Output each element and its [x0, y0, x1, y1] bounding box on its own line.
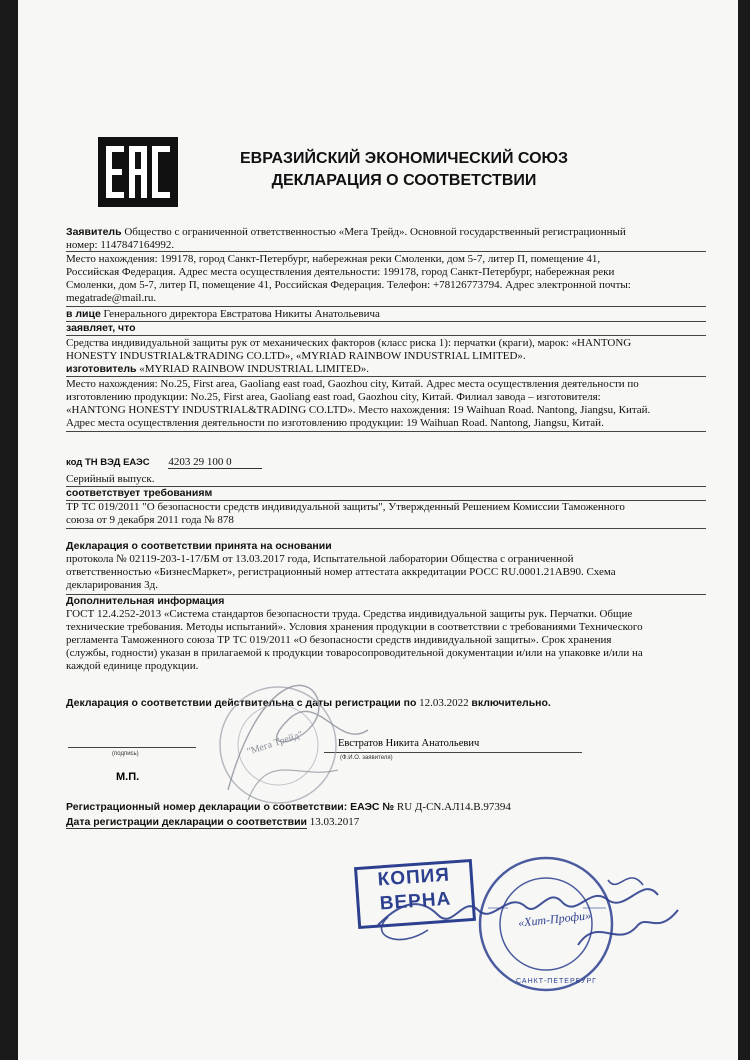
mp-label: М.П.	[116, 771, 140, 783]
validity-label: Декларация о соответствии действительна с даты регистрации по	[66, 697, 417, 709]
applicant-block	[66, 226, 706, 252]
address-line: Место нахождения: 199178, город Санкт-Петербург, набережная реки Смоленки, дом 5-7, литер П, помещение 41,	[66, 253, 601, 265]
rep-label: в лице	[66, 308, 101, 320]
reg-number-value: RU Д-CN.АЛ14.В.97394	[396, 801, 511, 813]
divider	[66, 376, 706, 377]
product-line: HONESTY INDUSTRIAL&TRADING CO.LTD», «MYRIAD RAINBOW INDUSTRIAL LIMITED».	[66, 350, 526, 362]
registration-date-row	[66, 816, 706, 829]
maker-text: «MYRIAD RAINBOW INDUSTRIAL LIMITED».	[139, 363, 370, 375]
handwritten-signature-icon	[358, 855, 698, 965]
round-stamp-bottom: САНКТ-ПЕТЕРБУРГ	[516, 978, 597, 985]
hs-code-value: 4203 29 100 0	[168, 456, 261, 469]
serial-row	[66, 473, 706, 486]
extra-label: Дополнительная информация	[66, 595, 225, 607]
applicant-text: Общество с ограниченной ответственностью «Мега Трейд». Основной государственный регистрационный	[124, 226, 626, 238]
registration-number-row	[66, 801, 706, 814]
conforms-label: соответствует требованиям	[66, 487, 213, 499]
validity-suffix: включительно.	[471, 697, 551, 709]
product-block	[66, 337, 706, 376]
declares-label	[66, 322, 706, 335]
location-line: Место нахождения: No.25, First area, Gaoliang east road, Gaozhou city, Китай. Адрес места осуществления деятельности по	[66, 378, 639, 390]
divider	[66, 335, 706, 336]
name-caption: (Ф.И.О. заявителя)	[340, 755, 393, 761]
signature-caption: (подпись)	[112, 751, 139, 757]
eac-logo	[98, 137, 178, 207]
signature-line	[68, 747, 196, 748]
representative	[66, 308, 706, 321]
hs-code-label: код ТН ВЭД ЕАЭС	[66, 457, 150, 468]
extra-line: каждой единице продукции.	[66, 660, 199, 672]
reg-date-value: 13.03.2017	[309, 816, 360, 828]
declaration-document	[18, 0, 738, 1060]
extra-line: (службы, годности) указан в прилагаемой к продукции товаросопроводительной документации и/или на упаковке и/или на	[66, 647, 643, 659]
extra-line: регламента Таможенного союза ТР ТС 019/2011 «О безопасности средств индивидуальной защиты». Срок хранения	[66, 634, 612, 646]
basis-line: ответственностью «БизнесМаркет», регистрационный номер аттестата аккредитации РОСС RU.0001.21АВ90. Схема	[66, 566, 616, 578]
basis-label: Декларация о соответствии принята на основании	[66, 540, 332, 552]
conforms-line: союза от 9 декабря 2011 года № 878	[66, 514, 234, 526]
basis-block	[66, 540, 706, 592]
maker-label: изготовитель	[66, 363, 137, 375]
serial-text: Серийный выпуск.	[66, 473, 155, 485]
rep-text: Генерального директора Евстратова Никиты Анатольевича	[103, 308, 380, 320]
address-line: Российская Федерация. Адрес места осуществления деятельности: 199178, город Санкт-Петербург, набережная реки	[66, 266, 615, 278]
reg-date-label: Дата регистрации декларации о соответствии	[66, 816, 307, 828]
signer-name: Евстратов Никита Анатольевич	[338, 738, 480, 749]
divider	[66, 251, 706, 252]
stamp-line: КОПИЯ	[377, 864, 451, 891]
hs-code-row	[66, 456, 706, 469]
conforms-line: ТР ТС 019/2011 "О безопасности средств индивидуальной защиты", Утвержденный Решением Комиссии Таможенного	[66, 501, 625, 513]
divider	[66, 528, 706, 529]
declaration-title: ДЕКЛАРАЦИЯ О СООТВЕТСТВИИ	[271, 172, 537, 189]
manufacturer-location	[66, 378, 706, 430]
extra-line: ГОСТ 12.4.252-2013 «Система стандартов безопасности труда. Средства индивидуальной защиты рук. Перчатки. Общие	[66, 608, 633, 620]
reg-number-label: Регистрационный номер декларации о соответствии: ЕАЭС №	[66, 801, 395, 813]
extra-line: технические требования. Методы испытаний». Условия хранения продукции в соответствии с требованиями Технического	[66, 621, 643, 633]
conforms-block	[66, 487, 706, 500]
location-line: изготовлению продукции: No.25, First area, Gaoliang east road, Gaozhou city, Китай. Филиал завода – изготовителя:	[66, 391, 601, 403]
basis-line: протокола № 02119-203-1-17/БМ от 13.03.2017 года, Испытательной лаборатории Общества с ограниченной	[66, 553, 574, 565]
seal-text: "Мега Трейд"	[245, 729, 305, 758]
product-line: Средства индивидуальной защиты рук от механических факторов (класс риска 1): перчатки (краги), марок: «HANTONG	[66, 337, 632, 349]
applicant-ogrn: номер: 1147847164992.	[66, 239, 175, 251]
declares-text: заявляет, что	[66, 322, 136, 334]
applicant-address	[66, 253, 706, 305]
location-line: «HANTONG HONESTY INDUSTRIAL&TRADING CO.LTD». Место нахождения: 19 Waihuan Road. Nantong, Jiangsu, Китай.	[66, 404, 651, 416]
round-stamp-center: «Хит-Профи»	[517, 908, 592, 930]
document-header	[214, 148, 594, 192]
divider	[66, 306, 706, 307]
applicant-label: Заявитель	[66, 226, 122, 238]
validity-date: 12.03.2022	[419, 697, 469, 709]
basis-line: декларирования 3д.	[66, 579, 158, 591]
email-line: megatrade@mail.ru.	[66, 292, 157, 304]
location-line: Адрес места осуществления деятельности по изготовлению продукции: 19 Waihuan Road. Nantong, Jiangsu, Китай.	[66, 417, 604, 429]
union-title: ЕВРАЗИЙСКИЙ ЭКОНОМИЧЕСКИЙ СОЮЗ	[239, 150, 569, 167]
conforms-text	[66, 501, 706, 527]
divider	[66, 431, 706, 432]
stamp-line: ВЕРНА	[379, 888, 452, 915]
address-line: Смоленки, дом 5-7, литер П, помещение 41, Российская Федерация. Телефон: +78126773794. Адрес электронной почты:	[66, 279, 631, 291]
